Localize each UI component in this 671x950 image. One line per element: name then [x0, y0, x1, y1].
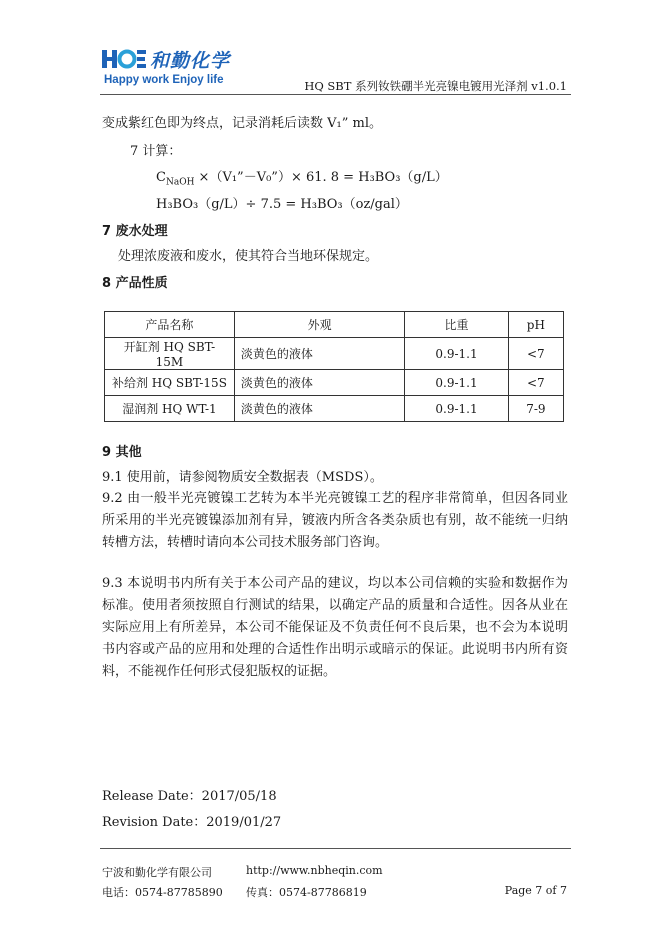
- footer-divider: [100, 848, 571, 849]
- section-8-heading: 8 产品性质: [102, 276, 168, 291]
- col-ph: pH: [508, 312, 563, 338]
- table-row: [105, 370, 564, 396]
- cell-product: 补给剂 HQ SBT-15S: [105, 370, 235, 396]
- cell-ph: 7-9: [508, 396, 563, 422]
- footer-company: 宁波和勤化学有限公司: [102, 866, 212, 879]
- footer-website[interactable]: http://www.nbheqin.com: [246, 864, 383, 877]
- release-date: Release Date：2017/05/18: [102, 789, 277, 804]
- col-appearance: 外观: [234, 312, 404, 338]
- section-7-heading: 7 废水处理: [102, 224, 168, 239]
- cell-appearance: 淡黄色的液体: [234, 338, 404, 370]
- header-divider: [100, 94, 571, 95]
- formula-1: $C_{NaOH}$ ×（V₁”－V₀”）× 61. 8 = H₃BO₃（g/L）: [156, 170, 448, 188]
- paragraph-9-2: 9.2 由一般半光亮镀镍工艺转为本半光亮镀镍工艺的程序非常简单，但因各同业所采用的半光亮镀镍添加剂有异，镀液内所含各类杂质也有别，故不能统一归纳转槽方法，转槽时请向本公司技术服务部门咨询。: [102, 491, 568, 550]
- footer-phone: 电话：0574-87785890: [102, 886, 223, 899]
- col-product-name: 产品名称: [105, 312, 235, 338]
- col-specific-gravity: 比重: [405, 312, 508, 338]
- table-row: [105, 396, 564, 422]
- cell-gravity: 0.9-1.1: [405, 396, 508, 422]
- company-logo-text: 和勤化学: [150, 50, 231, 72]
- endpoint-text: 变成紫红色即为终点，记录消耗后读数 V₁” ml。: [102, 116, 382, 131]
- document-title: HQ SBT 系列钕铁硼半光亮镍电镀用光泽剂 v1.0.1: [304, 79, 567, 93]
- company-slogan: Happy work Enjoy life: [104, 74, 224, 86]
- cell-appearance: 淡黄色的液体: [234, 396, 404, 422]
- table-row: [105, 338, 564, 370]
- cell-ph: <7: [508, 338, 563, 370]
- logo-mark-icon: [102, 48, 146, 70]
- paragraph-9-3: 9.3 本说明书内所有关于本公司产品的建议，均以本公司信赖的实验和数据作为标准。使用者须按照自行测试的结果，以确定产品的质量和合适性。因各从业在实际应用上有所差异，本公司不能保证及不负责任何不良后果，也不会为本说明书内容或产品的应用和处理的合适性作出明示或暗示的保证。此说明书内所有资料，不能视作任何形式侵犯版权的证据。: [102, 576, 568, 679]
- cell-product: 湿润剂 HQ WT-1: [105, 396, 235, 422]
- cell-gravity: 0.9-1.1: [405, 370, 508, 396]
- paragraph-9-1: 9.1 使用前，请参阅物质安全数据表（MSDS）。: [102, 470, 383, 485]
- formula-2: H₃BO₃（g/L）÷ 7.5 = H₃BO₃（oz/gal）: [156, 197, 408, 212]
- cell-product: 开缸剂 HQ SBT-15M: [105, 338, 235, 370]
- product-properties-table: [104, 311, 564, 422]
- footer-fax: 传真：0574-87786819: [246, 886, 367, 899]
- section-9-heading: 9 其他: [102, 445, 142, 460]
- cell-ph: <7: [508, 370, 563, 396]
- cell-appearance: 淡黄色的液体: [234, 370, 404, 396]
- table-header-row: [105, 312, 564, 338]
- revision-date: Revision Date：2019/01/27: [102, 815, 282, 830]
- footer-page-number: Page 7 of 7: [504, 884, 567, 897]
- cell-gravity: 0.9-1.1: [405, 338, 508, 370]
- calc-label: 7 计算：: [130, 144, 182, 159]
- section-7-text: 处理浓废液和废水，使其符合当地环保规定。: [118, 249, 379, 264]
